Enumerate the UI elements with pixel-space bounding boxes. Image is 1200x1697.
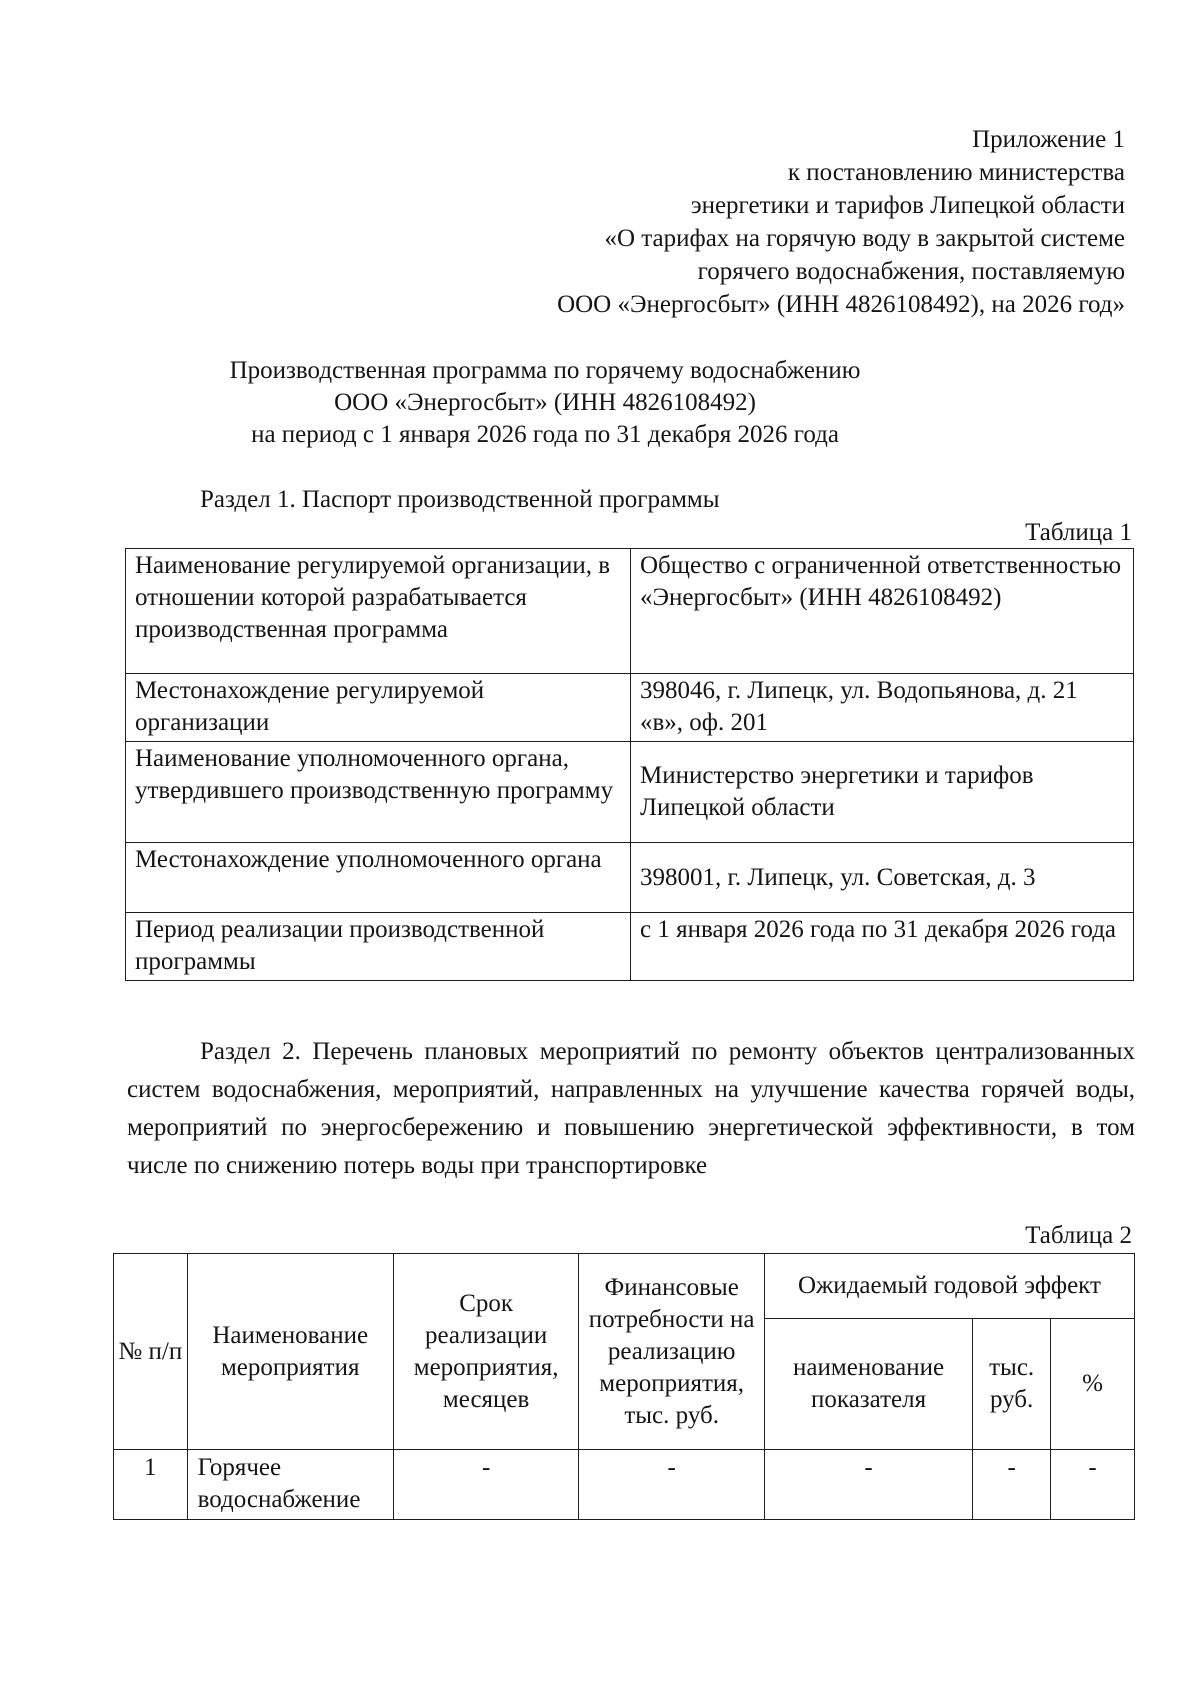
table-row [126,843,1134,913]
table-row [126,913,1134,981]
header-percent: % [1051,1319,1135,1450]
passport-value: 398046, г. Липецк, ул. Водопьянова, д. 21 «в», оф. 201 [631,674,1134,742]
appendix-line: к постановлению министерства [787,159,1125,186]
cell-indicator: - [764,1450,972,1520]
cell-num: 1 [114,1450,188,1520]
section2-heading-text: Раздел 2. Перечень плановых мероприятий по ремонту объектов централизованных систем водоснабжения, мероприятий, направленных на улучшение качества горячей воды, мероприятий по энергосбережению и повышению энергетической эффективности, в том числе по снижению потерь воды при транспортировке [127,1038,1135,1179]
passport-value: Общество с ограниченной ответственностью «Энергосбыт» (ИНН 4826108492) [631,549,1134,674]
table2-caption: Таблица 2 [1025,1222,1132,1249]
header-finance: Финансовые потребности на реализацию мероприятия, тыс. руб. [579,1254,765,1450]
section2-heading [127,1033,1135,1185]
program-title-line: ООО «Энергосбыт» (ИНН 4826108492) [334,389,756,416]
program-title-line: на период с 1 января 2026 года по 31 декабря 2026 года [251,421,839,448]
table-header-row [114,1254,1135,1319]
cell-term: - [393,1450,579,1520]
appendix-line: «О тарифах на горячую воду в закрытой системе [604,225,1125,252]
table-row [126,549,1134,674]
program-title [175,355,915,451]
appendix-header [557,123,1125,321]
table-row [126,742,1134,843]
header-name: Наименование мероприятия [187,1254,393,1450]
header-indicator: наименование показателя [764,1319,972,1450]
passport-label: Наименование уполномоченного органа, утвердившего производственную программу [126,742,631,843]
appendix-line: горячего водоснабжения, поставляемую [697,258,1125,285]
appendix-line: Приложение 1 [972,126,1125,153]
header-effect: Ожидаемый годовой эффект [764,1254,1134,1319]
header-thousand-rub: тыс. руб. [973,1319,1051,1450]
table-row [126,674,1134,742]
passport-value: Министерство энергетики и тарифов Липецкой области [631,742,1134,843]
passport-label: Наименование регулируемой организации, в отношении которой разрабатывается производственная программа [126,549,631,674]
measures-table [113,1253,1135,1520]
header-term: Срок реализации мероприятия, месяцев [393,1254,579,1450]
passport-value: с 1 января 2026 года по 31 декабря 2026 года [631,913,1134,981]
passport-label: Местонахождение уполномоченного органа [126,843,631,913]
passport-label: Местонахождение регулируемой организации [126,674,631,742]
passport-label: Период реализации производственной программы [126,913,631,981]
cell-name: Горячее водоснабжение [187,1450,393,1520]
passport-table [125,548,1134,981]
appendix-line: ООО «Энергосбыт» (ИНН 4826108492), на 2026 год» [557,291,1125,318]
passport-value: 398001, г. Липецк, ул. Советская, д. 3 [631,843,1134,913]
program-title-line: Производственная программа по горячему водоснабжению [229,357,861,384]
cell-finance: - [579,1450,765,1520]
table-row [114,1450,1135,1520]
header-num: № п/п [114,1254,188,1450]
section1-heading: Раздел 1. Паспорт производственной программы [200,486,720,513]
table1-caption: Таблица 1 [1025,519,1132,546]
cell-percent: - [1051,1450,1135,1520]
cell-thousand-rub: - [973,1450,1051,1520]
appendix-line: энергетики и тарифов Липецкой области [690,192,1125,219]
